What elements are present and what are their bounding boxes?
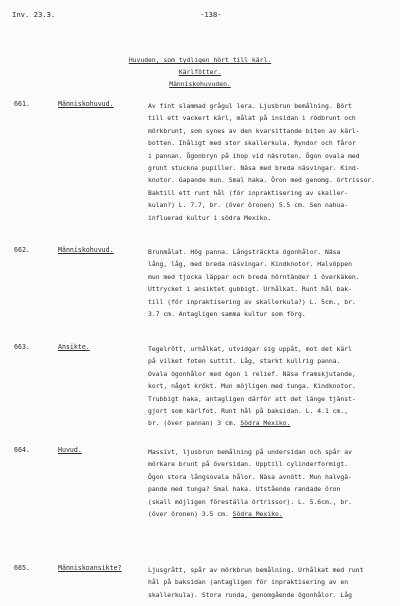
text-line: kulan?) L. 7.7, br. (över öronen) 5.5 cm. Sen nahua- bbox=[148, 201, 349, 210]
entry-description bbox=[148, 246, 388, 320]
entry-name: Människohuvud. bbox=[58, 246, 114, 254]
text-line: influerad kultur i södra Mexiko. bbox=[148, 213, 272, 222]
text-line: Ljusgrått, spår av mörkbrun bemålning. Urhålkat med runt bbox=[148, 566, 364, 574]
place-name: Södra Mexiko. bbox=[232, 510, 283, 519]
text-line: gjort som kärlfot. Runt hål på baksidan. L. 4.1 cm., bbox=[148, 407, 349, 416]
text-line: mun med tjocka läppar och breda hörntänder i överkäken. bbox=[148, 272, 360, 281]
entry-name: Huvud. bbox=[58, 446, 82, 454]
page-number: -138- bbox=[200, 10, 222, 19]
text-line: i pannan. Ögonbryn på ihop vid näsroten. Ögon ovala med bbox=[148, 151, 360, 160]
text-line: Trubbigt haka, antagligen därför att det länge tjänst- bbox=[148, 394, 356, 403]
entry-description bbox=[148, 564, 388, 601]
entry-description bbox=[148, 100, 388, 224]
inventory-label: Inv. 23.3. bbox=[12, 10, 56, 19]
text-line: kort, något krökt. Mun möjligen med tunga. Kindknotor. bbox=[148, 382, 356, 391]
text-line: till ett vackert kärl, målat på insidan i rödbrunt och bbox=[148, 114, 356, 123]
text-line: 3.7 cm. Antagligen samma kultur som förg. bbox=[148, 310, 306, 319]
text-line: Tegelrött, urhålkat, utvidgar sig uppåt, mot det kärl bbox=[148, 345, 352, 353]
entry-number: 665. bbox=[14, 564, 30, 572]
text-line: Av fint slammad grågul lera. Ljusbrun bemålning. Bört bbox=[148, 102, 352, 110]
text-line: mörkare brunt på översidan. Upptill cylinderformigt. bbox=[148, 460, 349, 469]
text-line: Baktill ett runt hål (för inpraktisering av skaller- bbox=[148, 188, 349, 197]
text-line: Uttrycket i ansiktet gubbigt. Urhålkat. Runt hål bak- bbox=[148, 285, 352, 294]
text-line: skallerkula). Stora runda, genomgående ögonhålor. Låg bbox=[148, 590, 352, 599]
entry-description bbox=[148, 343, 388, 430]
entry-number: 661. bbox=[14, 100, 30, 108]
entry-name: Människoansikte? bbox=[58, 564, 122, 572]
text-line: Ovala ögonhålor med ögon i relief. Näsa framskjutande, bbox=[148, 369, 356, 378]
entry-name: Människohuvud. bbox=[58, 100, 114, 108]
text-line: på vilket foten suttit. Låg, starkt kullrig panna. bbox=[148, 357, 341, 366]
text-line: Ögon stora långsovala hålor. Näsa avnött. Mun halvgä- bbox=[148, 472, 352, 481]
text-line: botten. Ihåligt med stor skallerkula. Ryndor och fåror bbox=[148, 139, 356, 148]
subsection-heading: Kärlfötter. bbox=[178, 68, 222, 76]
text-line: (skall möjligen föreställa örtrissor). L. 5.6cm., br. bbox=[148, 497, 352, 506]
text-line: mörkbrunt, som synes av den kvarsittande biten av kärl- bbox=[148, 126, 360, 135]
entry-name: Ansikte. bbox=[58, 343, 90, 351]
entry-number: 664. bbox=[14, 446, 30, 454]
text-line: pande med tunga? Smal haka. Utstående randade öron bbox=[148, 485, 341, 494]
text-line: (över öronen) 3.5 cm. Södra Mexiko. bbox=[148, 510, 283, 519]
subsection-heading: Människohuvuden. bbox=[169, 80, 231, 88]
entry-description bbox=[148, 446, 388, 520]
text-line: br. (över pannan) 3 cm. Södra Mexiko. bbox=[148, 419, 291, 428]
place-name: Södra Mexiko. bbox=[240, 419, 291, 428]
text-line: Brunmålat. Hög panna. Långsträckta ögonhålor. Näsa bbox=[148, 248, 341, 256]
text-line: lång, låg, med breda näsvingar. Kindknotor. Halvöppen bbox=[148, 260, 352, 269]
text-line: knotor. Gapande mun. Smal haka. Öron med genomg. örtrissor. bbox=[148, 176, 376, 185]
text-line: grunt stuckna pupiller. Näsa med breda näsvingar. Kind- bbox=[148, 164, 360, 173]
entry-number: 662. bbox=[14, 246, 30, 254]
text-line: hål på baksidan (antagligen för inpraktisering av en bbox=[148, 578, 349, 587]
section-heading: Huvuden, som tydligen hört till kärl. bbox=[128, 56, 272, 64]
text-line: till (för inpraktisering av skallerkula?) L. 5cm., br. bbox=[148, 297, 356, 306]
text-line: Massivt, ljusbrun bemålning på undersidan och spår av bbox=[148, 448, 352, 456]
entry-number: 663. bbox=[14, 343, 30, 351]
